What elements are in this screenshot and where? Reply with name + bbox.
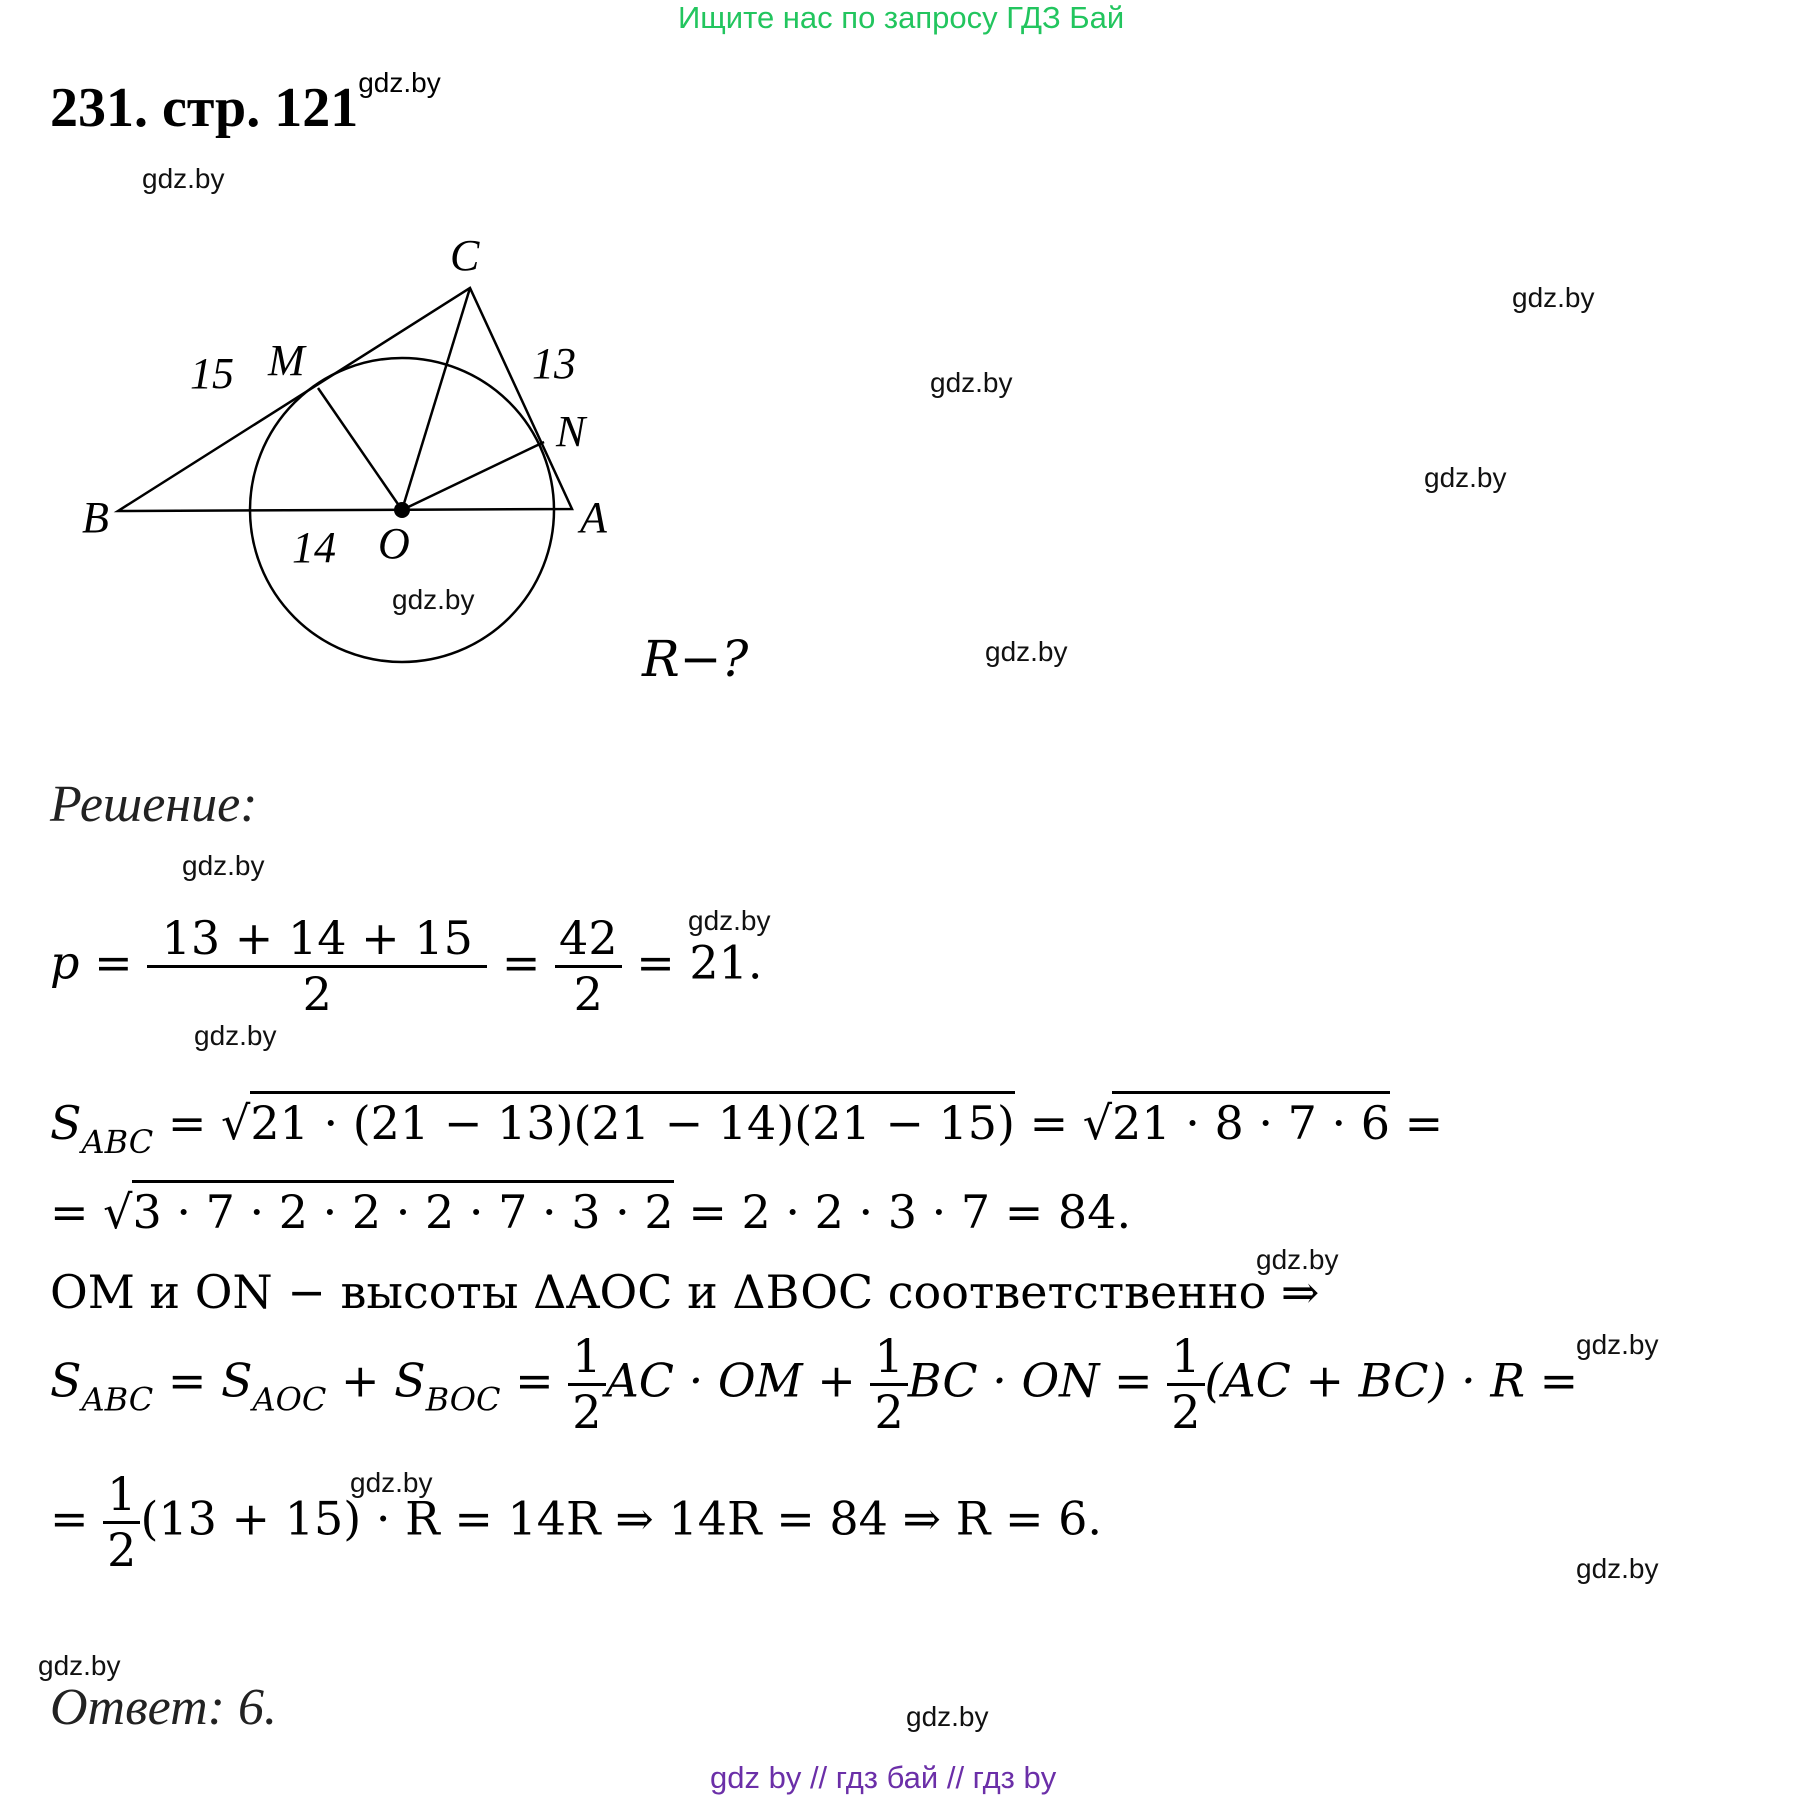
top-banner: Ищите нас по запросу ГДЗ Бай: [678, 0, 1125, 35]
watermark: gdz.by: [38, 1650, 121, 1681]
fraction-half: [1167, 1330, 1204, 1439]
label-o: O: [378, 519, 410, 568]
watermark: gdz.by: [688, 905, 771, 936]
sqrt-sign: √: [1082, 1096, 1113, 1150]
footer-links: gdz by // гдз бай // гдз by: [710, 1760, 1057, 1795]
frac-num: 13 + 14 + 15: [147, 912, 487, 968]
eq-sign: =: [500, 1353, 569, 1408]
length-bc: 15: [190, 349, 234, 398]
label-a: A: [580, 493, 607, 542]
label-b: B: [82, 493, 109, 542]
sqrt-body-1: 21 · (21 − 13)(21 − 14)(21 − 15): [250, 1091, 1015, 1150]
length-ab: 14: [292, 523, 336, 572]
p-lhs: p =: [50, 935, 133, 990]
s-symbol: S: [394, 1353, 426, 1408]
frac-num: 1: [1167, 1330, 1204, 1386]
problem-number: 231. стр. 121: [50, 77, 359, 139]
p-result: = 21.: [636, 935, 763, 990]
eq-sign: =: [501, 935, 541, 990]
term-bc-on: BC · ON =: [907, 1353, 1168, 1408]
formula-area-result: [50, 1185, 1131, 1239]
area-result: = 2 · 2 · 3 · 7 = 84.: [688, 1185, 1132, 1239]
triangle-abc: [118, 288, 572, 511]
formula-semiperimeter: [50, 912, 763, 1021]
segment-oc: [402, 288, 470, 510]
frac-den: 2: [572, 1384, 602, 1439]
fraction-42: [555, 912, 622, 1021]
s-sub: BOC: [425, 1380, 501, 1419]
label-m: M: [268, 336, 305, 385]
s-symbol: S: [50, 1096, 82, 1150]
watermark: gdz.by: [194, 1020, 277, 1051]
watermark: gdz.by: [1512, 282, 1595, 313]
frac-den: 2: [874, 1384, 904, 1439]
formula-heron: [50, 1096, 1443, 1161]
watermark: gdz.by: [985, 636, 1068, 667]
fraction-half: [870, 1330, 907, 1439]
watermark: gdz.by: [1576, 1329, 1659, 1360]
eq-sign: =: [50, 1185, 89, 1239]
eq-sign: =: [153, 1353, 222, 1408]
s-sub: ABC: [81, 1123, 154, 1161]
sqrt-sign: √: [221, 1096, 251, 1150]
s-sub: ABC: [81, 1380, 154, 1419]
plus-sign: +: [326, 1353, 395, 1408]
watermark: gdz.by: [906, 1701, 989, 1732]
formula-radius: [50, 1468, 1102, 1577]
formula-area-split: [50, 1330, 1578, 1439]
frac-den2: 2: [573, 966, 603, 1021]
frac-num2: 42: [555, 912, 622, 968]
answer: Ответ: 6.: [50, 1679, 277, 1736]
fraction-half: [103, 1468, 140, 1577]
watermark: gdz.by: [1576, 1553, 1659, 1584]
segment-om: [318, 388, 402, 510]
fraction-sum: [147, 912, 487, 1021]
solution-heading: Решение:: [50, 776, 258, 833]
title-watermark: gdz.by: [358, 67, 441, 98]
watermark: gdz.by: [142, 163, 225, 194]
sqrt-sign: √: [103, 1185, 133, 1239]
fraction-half: [568, 1330, 605, 1439]
s-symbol: S: [50, 1353, 82, 1408]
s-symbol: S: [221, 1353, 253, 1408]
length-ac: 13: [532, 339, 576, 388]
eq-sign: =: [1029, 1096, 1069, 1150]
label-n: N: [556, 407, 586, 456]
geometry-figure: [0, 0, 760, 720]
watermark: gdz.by: [930, 367, 1013, 398]
watermark: gdz.by: [1256, 1244, 1339, 1275]
frac-num: 1: [568, 1330, 605, 1386]
radius-result: (13 + 15) · R = 14R ⇒ 14R = 84 ⇒ R = 6.: [140, 1491, 1103, 1546]
label-c: C: [450, 231, 480, 280]
watermark: gdz.by: [1424, 462, 1507, 493]
eq-sign: =: [167, 1096, 207, 1150]
question-r: R−?: [642, 630, 749, 688]
frac-den: 2: [302, 966, 332, 1021]
term-sum-r: (AC + BC) · R =: [1204, 1353, 1579, 1408]
frac-den: 2: [1171, 1384, 1201, 1439]
term-ac-om: AC · OM +: [605, 1353, 871, 1408]
frac-num: 1: [870, 1330, 907, 1386]
watermark: gdz.by: [350, 1467, 433, 1498]
frac-num: 1: [103, 1468, 140, 1524]
eq-sign: =: [50, 1491, 104, 1546]
sqrt-body-3: 3 · 7 · 2 · 2 · 2 · 7 · 3 · 2: [132, 1180, 673, 1239]
sqrt-body-2: 21 · 8 · 7 · 6: [1112, 1091, 1390, 1150]
center-point: [394, 502, 410, 518]
s-sub: AOC: [252, 1380, 327, 1419]
watermark: gdz.by: [182, 850, 265, 881]
segment-on: [402, 442, 544, 510]
eq-sign: =: [1404, 1096, 1444, 1150]
heights-statement: OM и ON − высоты ΔAOC и ΔBOC соответственно ⇒: [50, 1265, 1320, 1319]
watermark: gdz.by: [392, 584, 475, 615]
frac-den: 2: [107, 1522, 137, 1577]
